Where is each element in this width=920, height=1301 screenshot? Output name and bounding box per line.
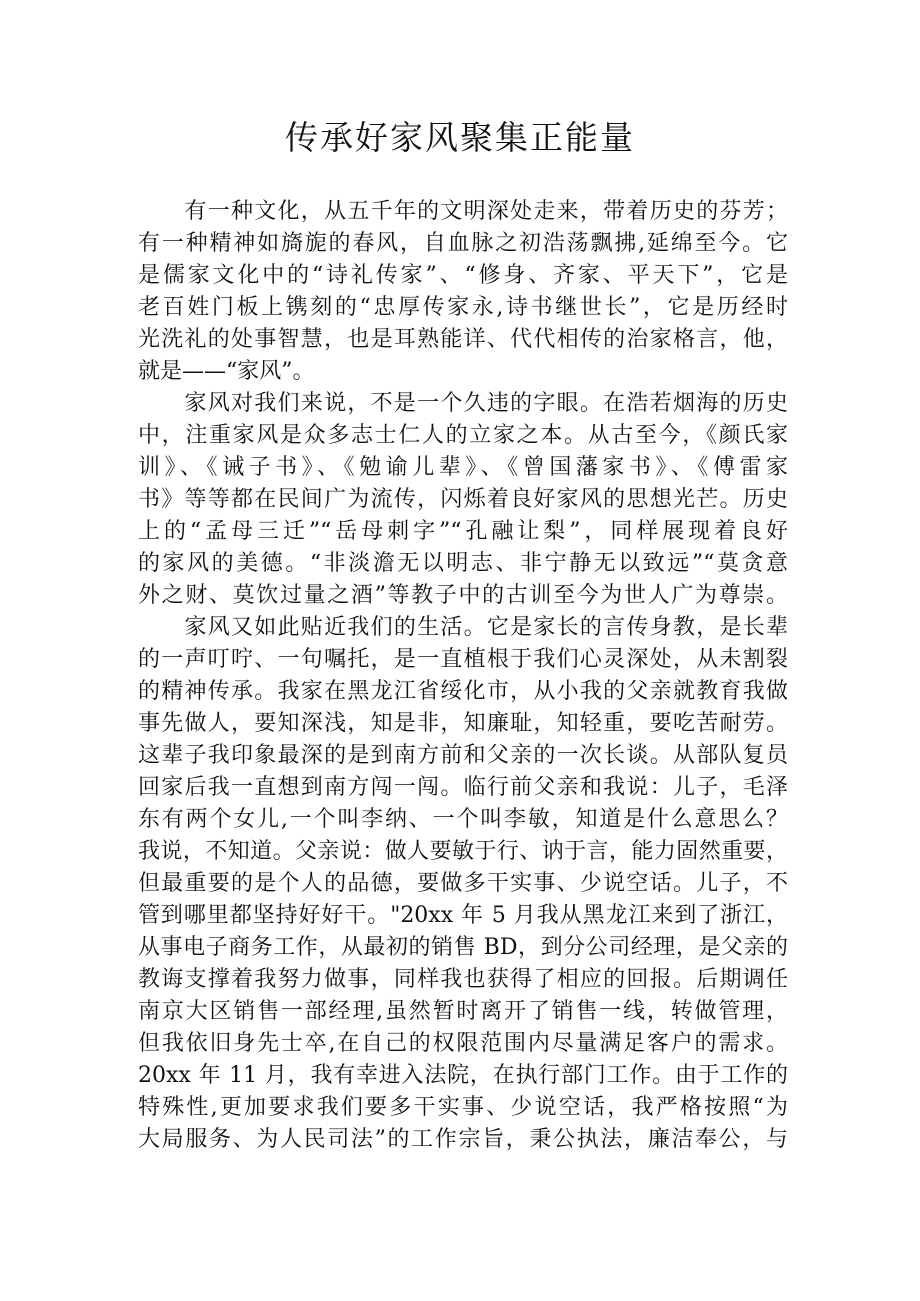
text-line: 的精神传承。我家在黑龙江省绥化市，从小我的父亲就教育我做 [138, 679, 788, 704]
text-line: 但最重要的是个人的品德，要做多干实事、少说空话。儿子，不 [138, 871, 788, 896]
text-line: 教诲支撑着我努力做事，同样我也获得了相应的回报。后期调任 [138, 967, 788, 992]
text-line: 的一声叮咛、一句嘱托，是一直植根于我们心灵深处，从未割裂 [138, 647, 788, 672]
text-line: 特殊性,更加要求我们要多干实事、少说空话，我严格按照“为 [138, 1095, 788, 1120]
text-line: 南京大区销售一部经理,虽然暂时离开了销售一线，转做管理， [138, 999, 788, 1024]
text-line: 有一种文化，从五千年的文明深处走来，带着历史的芬芳； [138, 199, 788, 224]
text-line: 但我依旧身先士卒,在自己的权限范围内尽量满足客户的需求。 [138, 1031, 788, 1056]
text-line: 就是——“家风”。 [138, 359, 315, 384]
document-body [138, 196, 788, 1156]
text-line: 管到哪里都坚持好好干。"20xx 年 5 月我从黑龙江来到了浙江， [138, 903, 788, 928]
text-line: 20xx 年 11 月，我有幸进入法院，在执行部门工作。由于工作的 [138, 1063, 788, 1088]
text-line: 是儒家文化中的“诗礼传家”、“修身、齐家、平天下”，它是 [138, 263, 788, 288]
text-line: 从事电子商务工作，从最初的销售 BD，到分公司经理，是父亲的 [138, 935, 788, 960]
text-line: 中，注重家风是众多志士仁人的立家之本。从古至今，《颜氏家 [138, 423, 788, 448]
text-line: 事先做人，要知深浅，知是非，知廉耻，知轻重，要吃苦耐劳。 [138, 711, 788, 736]
text-line: 书》等等都在民间广为流传，闪烁着良好家风的思想光芒。历史 [138, 487, 788, 512]
text-line: 回家后我一直想到南方闯一闯。临行前父亲和我说：儿子，毛泽 [138, 775, 788, 800]
text-line: 老百姓门板上镌刻的“忠厚传家永,诗书继世长”，它是历经时 [138, 295, 788, 320]
text-line: 上的“孟母三迁”“岳母刺字”“孔融让梨”，同样展现着良好 [138, 519, 788, 544]
document-title: 传承好家风聚集正能量 [285, 118, 635, 157]
text-line: 的家风的美德。“非淡澹无以明志、非宁静无以致远”“莫贪意 [138, 551, 788, 576]
text-line: 家风又如此贴近我们的生活。它是家长的言传身教，是长辈 [138, 615, 788, 640]
text-line: 大局服务、为人民司法”的工作宗旨，秉公执法，廉洁奉公，与 [138, 1127, 788, 1152]
text-line: 东有两个女儿,一个叫李纳、一个叫李敏，知道是什么意思么？ [138, 807, 788, 832]
text-line: 这辈子我印象最深的是到南方前和父亲的一次长谈。从部队复员 [138, 743, 788, 768]
text-line: 训》、《诫子书》、《勉谕儿辈》、《曾国藩家书》、《傅雷家 [138, 455, 788, 480]
text-line: 我说，不知道。父亲说：做人要敏于行、讷于言，能力固然重要， [138, 839, 788, 864]
text-line: 光洗礼的处事智慧，也是耳熟能详、代代相传的治家格言，他， [138, 327, 788, 352]
text-line: 家风对我们来说，不是一个久违的字眼。在浩若烟海的历史 [138, 391, 788, 416]
text-line: 外之财、莫饮过量之酒”等教子中的古训至今为世人广为尊崇。 [138, 583, 788, 608]
text-line: 有一种精神如旖旎的春风，自血脉之初浩荡飘拂,延绵至今。它 [138, 231, 788, 256]
